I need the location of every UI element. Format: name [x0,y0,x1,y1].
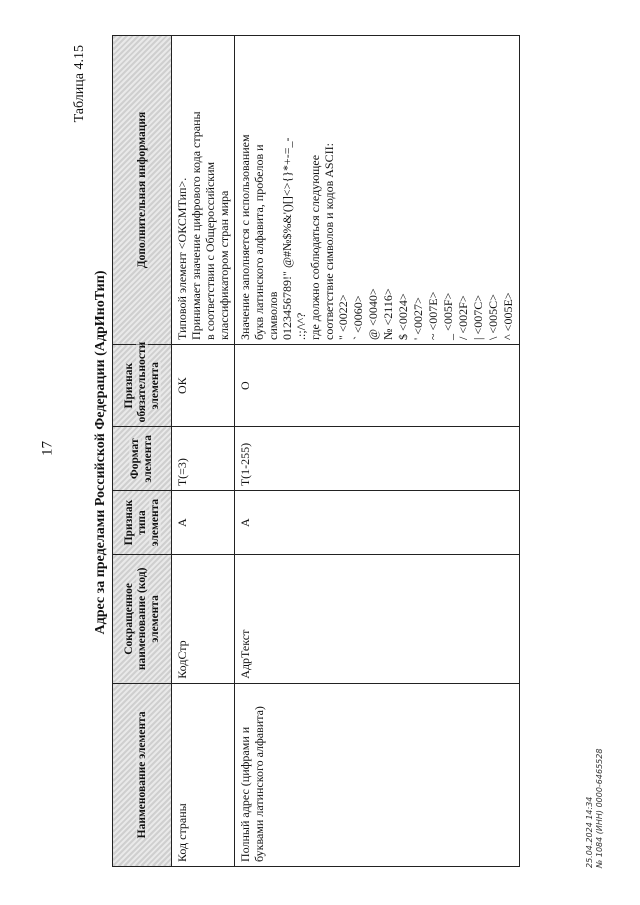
table-row [172,36,235,867]
header-additional-info: Дополнительная информация [113,36,172,345]
cell-format: Т(=3) [172,427,235,491]
page-number: 17 [39,441,56,456]
header-element-type: Признак типа элемента [113,491,172,555]
info-line: классификатором стран мира [217,190,231,340]
header-short-code: Сокращенное наименование (код) элемента [113,555,172,684]
ascii-code: \ <005C> [486,294,500,340]
info-line: .:;/\^? [294,312,308,340]
ascii-code: | <007C> [471,295,485,340]
table-header-row [113,36,172,867]
info-line: Значение заполняется с использованием [238,134,252,340]
stamp-line: 25.04.2024 14:34 [585,796,594,868]
ascii-code: @ <0040> [366,288,380,340]
cell-name: Полный адрес (цифрами и буквами латинского алфавита) [235,683,520,866]
info-line: в соответствии с Общероссийским [203,161,217,340]
print-stamp [585,749,605,868]
cell-required: ОК [172,344,235,426]
cell-info [235,36,520,345]
table-title: Адрес за пределами Российской Федерации (АдрИноТип) [93,270,108,635]
ascii-code: ' <0027> [411,297,425,340]
info-line: где должно соблюдаться следующее [308,154,322,340]
cell-format: Т(1-255) [235,427,520,491]
table-caption: Таблица 4.15 [72,45,87,123]
info-line: Принимает значение цифрового кода страны [189,111,203,340]
ascii-code: ^ <005E> [501,292,515,340]
ascii-code: ` <0060> [351,295,365,340]
ascii-code: $ <0024> [396,293,410,340]
info-line: символов [266,291,280,340]
cell-name: Код страны [172,683,235,866]
ascii-code: ~ <007E> [426,291,440,340]
cell-type: А [172,491,235,555]
cell-info [172,36,235,345]
info-line: 0123456789!" @#№$%&'()[]<>{}*+-=_- [280,137,294,340]
ascii-code: № <2116> [381,288,395,340]
header-required-flag: Признак обязательности элемента [113,344,172,426]
header-element-format: Формат элемента [113,427,172,491]
table-row [235,36,520,867]
header-element-name: Наименование элемента [113,683,172,866]
ascii-code: / <002F> [456,295,470,340]
cell-required: О [235,344,520,426]
ascii-code: " <0022> [336,294,350,340]
cell-code: КодСтр [172,555,235,684]
element-table [112,35,520,867]
stamp-line: № 1084 (ИНН) 0000-6465528 [595,748,604,868]
info-line: соответствие символов и кодов ASCII: [322,143,336,340]
cell-type: А [235,491,520,555]
info-line: букв латинского алфавита, пробелов и [252,144,266,340]
cell-code: АдрТекст [235,555,520,684]
ascii-code: _ <005F> [441,292,455,340]
info-line: Типовой элемент <ОКСМТип>. [175,177,189,340]
